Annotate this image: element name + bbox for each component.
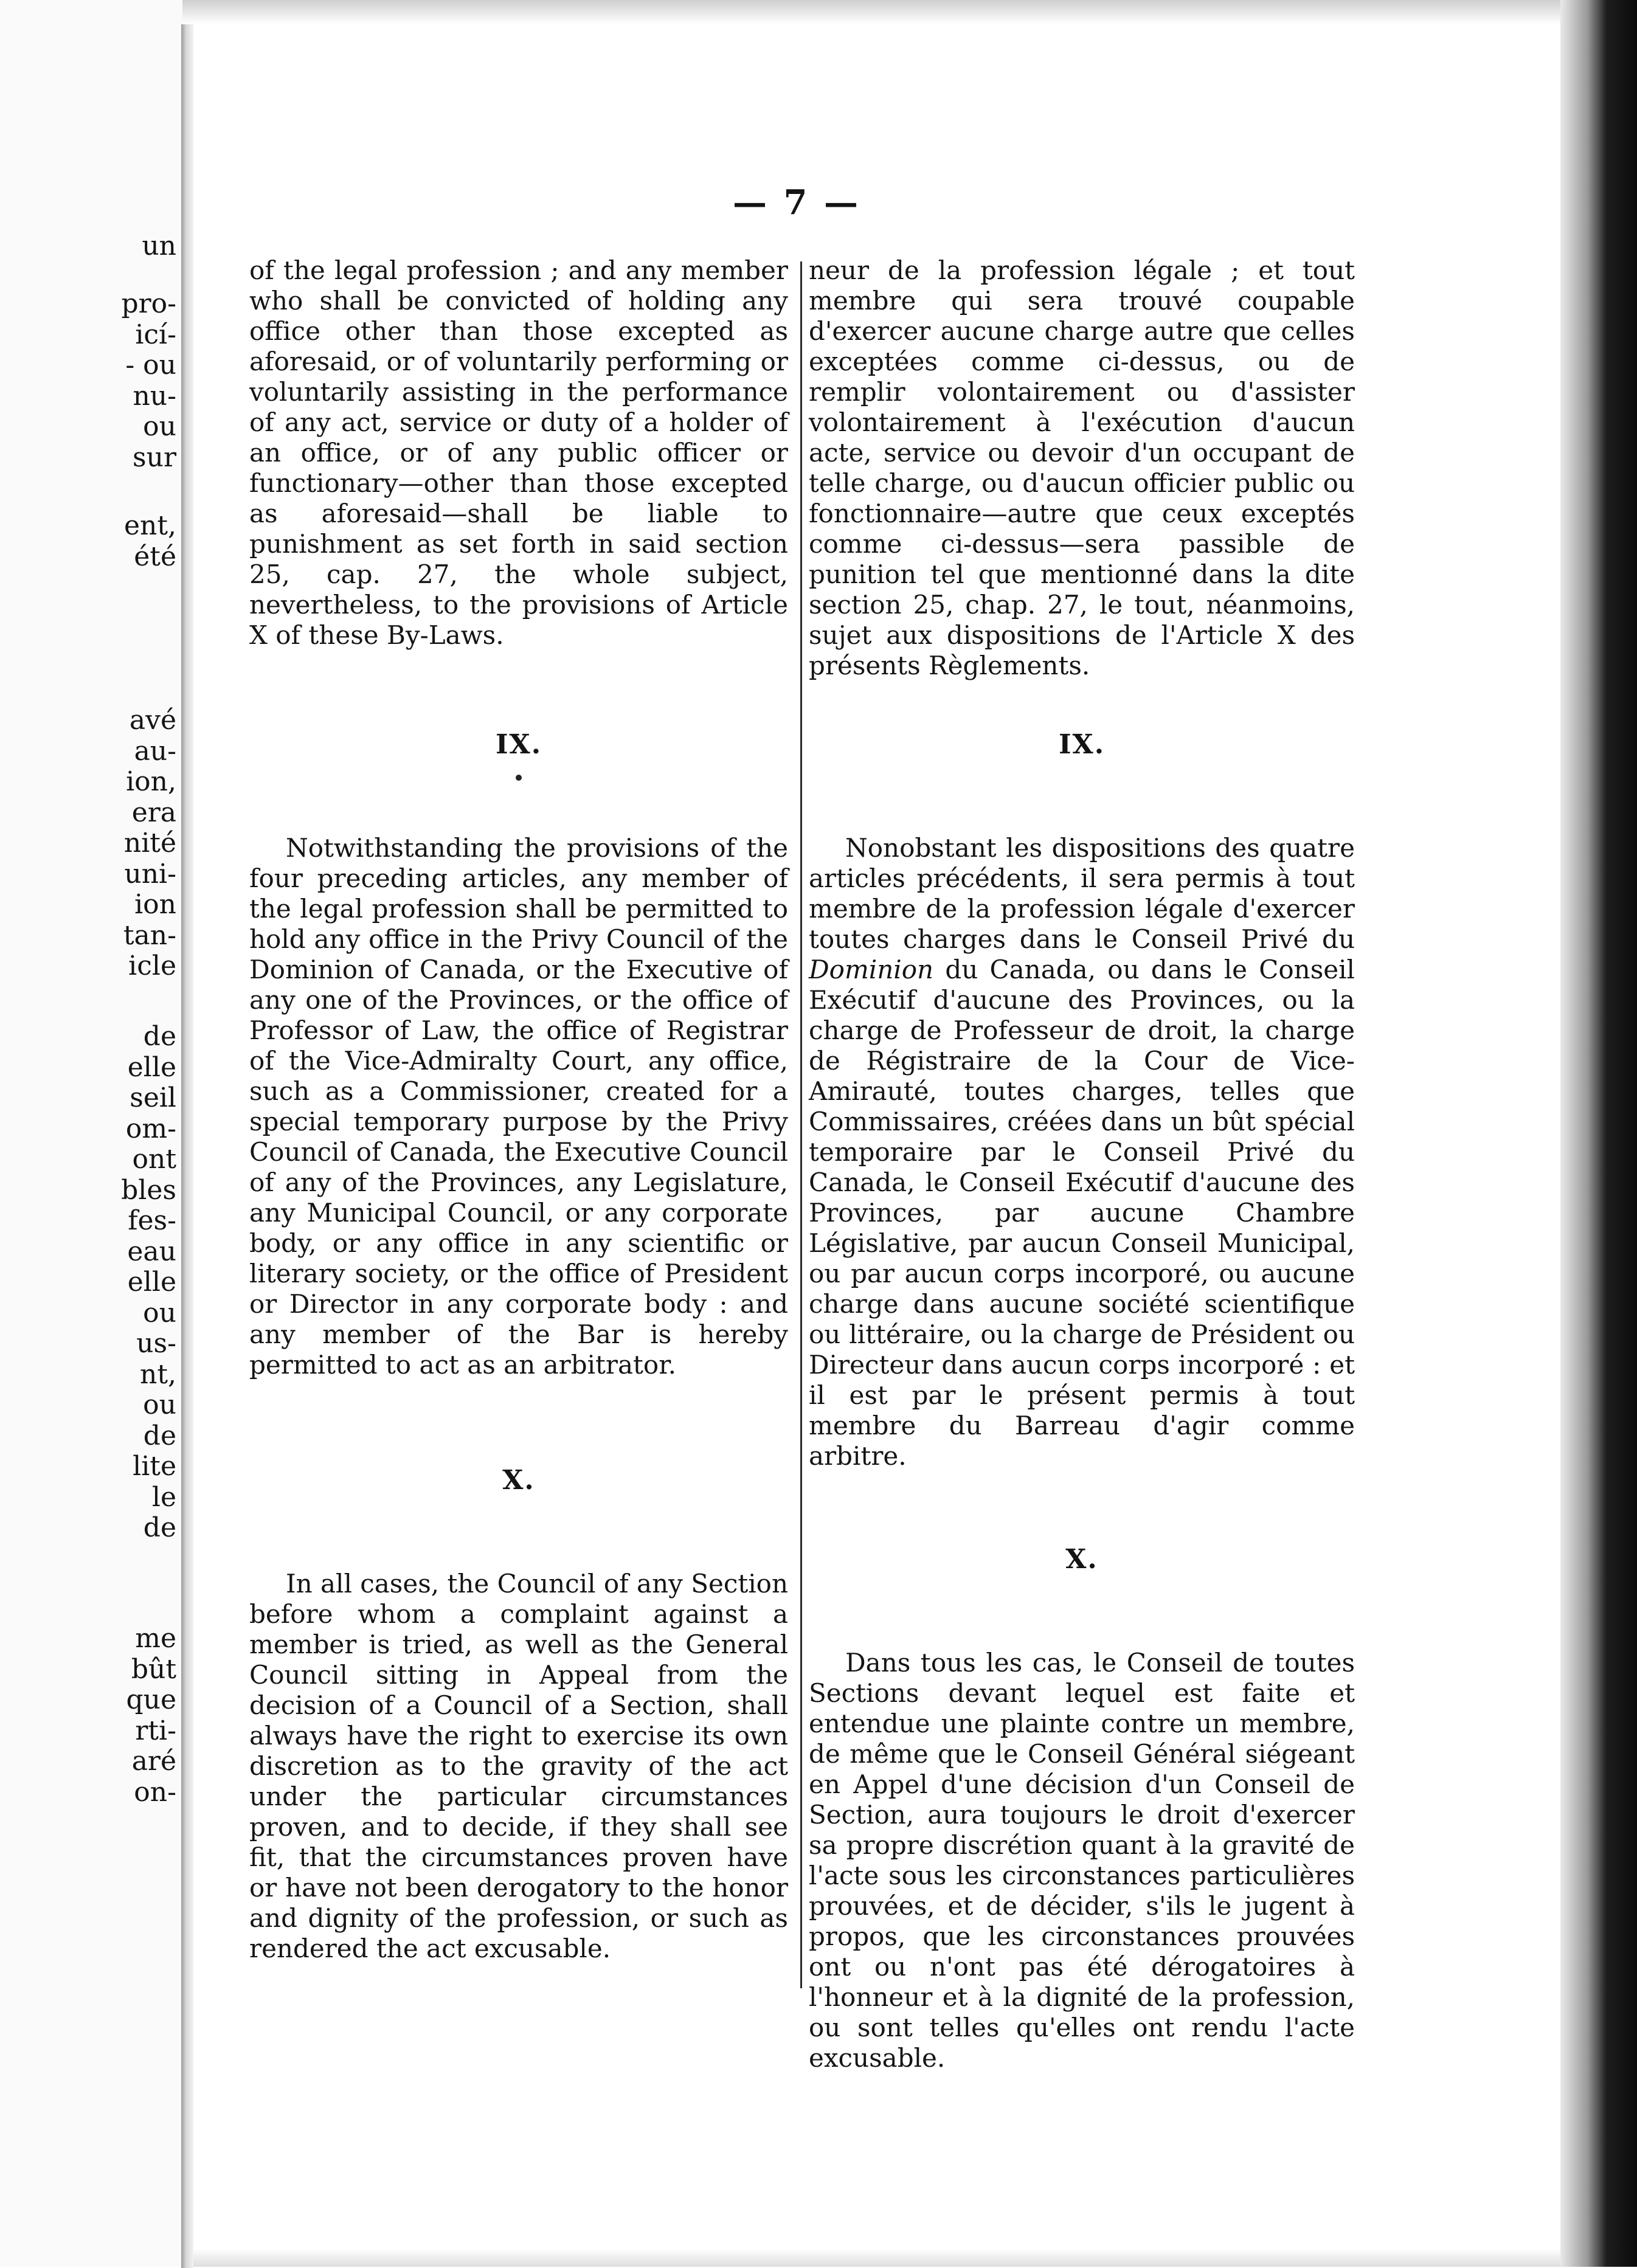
french-article-ix-dominion: Dominion xyxy=(809,955,934,984)
left-page-bleed xyxy=(0,0,182,2267)
left-fragment-line: ou xyxy=(143,1389,176,1420)
left-fragment-line: om- xyxy=(125,1113,176,1144)
english-column xyxy=(249,255,788,1964)
left-fragment-line: nité xyxy=(123,828,176,859)
left-fragment-line: seil xyxy=(130,1082,176,1113)
left-fragment-line: bût xyxy=(131,1653,176,1685)
left-fragment-line: era xyxy=(131,797,176,828)
left-fragment-block xyxy=(0,705,176,982)
top-edge-shadow xyxy=(182,0,1563,24)
left-fragment-block xyxy=(0,1022,176,1544)
left-fragment-line: fes- xyxy=(128,1205,176,1236)
french-article-ix-text-2: du Canada, ou dans le Conseil Exécutif d'aucune des Provinces, ou la charge de Professeur de droit, la charge de Régistraire de la Cour de Vice-Amirauté, toutes charges, telles que Commissaires, créées dans un bût spécial temporaire par le Conseil Privé du Canada, le Conseil Exécutif d'aucune des Provinces, par aucune Chambre Législative, par aucun Conseil Municipal, ou par aucun corps incorporé, ou aucune charge dans aucune société scientifique ou littéraire, ou la charge de Président ou Directeur dans aucun corps incorporé : et il est par le présent permis à tout membre du Barreau d'agir comme arbitre. xyxy=(809,955,1355,1471)
english-heading-article-ix: IX. xyxy=(495,729,542,760)
english-heading-article-x: X. xyxy=(502,1465,535,1496)
column-divider xyxy=(800,261,802,1988)
left-fragment-line: que xyxy=(126,1684,176,1715)
left-fragment-block xyxy=(0,289,176,473)
left-fragment-line: tan- xyxy=(123,919,176,951)
french-article-x-paragraph: Dans tous les cas, le Conseil de toutes Sections devant lequel est faite et entendue une plainte contre un membre, de même que le Conseil Général siégeant en Appel d'une décision d'un Conseil de Section, aura toujours le droit d'exercer sa propre discrétion quant à la gravité de l'acte sous les circonstances particulières prouvées, et de décider, s'ils le jugent à propos, que les circonstances prouvées ont ou n'ont pas été dérogatoires à l'honneur et à la dignité de la profession, ou sont telles qu'elles ont rendu l'acte excusable. xyxy=(809,1648,1355,2073)
english-article-ix-paragraph: Notwithstanding the provisions of the four preceding articles, any member of the legal profession shall be permitted to hold any office in the Privy Council of the Dominion of Canada, or the Executive of any one of the Provinces, or the office of Professor of Law, the office of Registrar of the Vice-Admiralty Court, any office, such as a Commissioner, created for a special temporary purpose by the Privy Council of Canada, the Executive Council of any of the Provinces, any Legislature, any Municipal Council, or any corporate body, or any office in any scientific or literary society, or the office of President or Director in any corporate body : and any member of the Bar is hereby permitted to act as an arbitrator. xyxy=(249,833,788,1380)
left-fragment-line: bles xyxy=(121,1174,176,1206)
french-heading-article-ix: IX. xyxy=(1058,729,1106,760)
left-fragment-line: rti- xyxy=(135,1715,176,1746)
left-fragment-line: nt, xyxy=(139,1358,176,1390)
left-fragment-line: de xyxy=(143,1021,176,1052)
left-fragment-block xyxy=(0,1623,176,1808)
left-fragment-line: - ou xyxy=(125,350,176,381)
left-fragment-line: sur xyxy=(133,441,176,473)
left-fragment-line: ent, xyxy=(123,510,176,541)
english-continuation-paragraph: of the legal profession ; and any member who shall be convicted of holding any office other than those excepted as aforesaid, or of voluntarily performing or voluntarily assisting in the performance of any act, service or duty of a holder of an office, or of any public officer or functionary—other than those excepted as aforesaid—shall be liable to punishment as set forth in said section 25, cap. 27, the whole subject, nevertheless, to the provisions of Article X of these By-Laws. xyxy=(249,255,788,650)
left-fragment-line: lite xyxy=(133,1451,176,1482)
french-heading-article-x: X. xyxy=(1065,1544,1098,1575)
left-fragment-line: le xyxy=(151,1481,176,1513)
left-fragment-line: us- xyxy=(136,1328,176,1359)
left-fragment-line: aré xyxy=(131,1746,176,1777)
left-fragment-line: ion, xyxy=(126,766,176,797)
left-fragment-line: elle xyxy=(127,1267,176,1298)
left-fragment-line: de xyxy=(143,1512,176,1543)
left-fragment-line: ou xyxy=(143,411,176,442)
left-fragment-line: été xyxy=(134,541,176,572)
right-scan-border xyxy=(1560,0,1637,2267)
left-fragment-line: de xyxy=(143,1420,176,1451)
left-fragment-line: au- xyxy=(134,735,176,767)
left-fragment-line: me xyxy=(135,1623,176,1654)
left-fragment-line: uni- xyxy=(124,858,176,890)
left-fragment-line: un xyxy=(142,230,176,261)
page-number: — 7 — xyxy=(733,182,860,223)
left-fragment-line: eau xyxy=(127,1236,176,1267)
french-article-ix-text-1: Nonobstant les dispositions des quatre articles précédents, il sera permis à tout membre de la profession légale d'exercer toutes charges dans le Conseil Privé du xyxy=(809,833,1355,954)
left-fragment-line: ont xyxy=(132,1144,176,1175)
left-fragment-line: icle xyxy=(128,950,176,981)
left-fragment-block xyxy=(0,231,176,262)
english-article-x-paragraph: In all cases, the Council of any Section before whom a complaint against a member is tried, as well as the General Council sitting in Appeal from the decision of a Council of a Section, shall always have the right to exercise its own discretion as to the gravity of the act under the particular circumstances proven, and to decide, if they shall see fit, that the circumstances proven have or have not been derogatory to the honor and dignity of the profession, or such as rendered the act excusable. xyxy=(249,1569,789,1963)
left-fragment-line: elle xyxy=(127,1051,176,1083)
french-continuation-paragraph: neur de la profession légale ; et tout membre qui sera trouvé coupable d'exercer aucune charge autre que celles exceptées comme ci-dessus, ou de remplir volontairement ou d'assister volontairement à l'exécution d'aucun acte, service ou devoir d'un occupant de telle charge, ou d'aucun officier public ou fonctionnaire—autre que ceux exceptés comme ci-dessus—sera passible de punition tel que mentionné dans la dite section 25, chap. 27, le tout, néanmoins, sujet aux dispositions de l'Article X des présents Règlements. xyxy=(809,255,1355,680)
french-article-ix-paragraph xyxy=(809,833,1355,1471)
left-fragment-line: ou xyxy=(143,1297,176,1329)
left-fragment-block xyxy=(0,511,176,572)
left-fragment-line: pro- xyxy=(121,288,176,319)
left-fragment-line: icí- xyxy=(135,319,176,350)
book-gutter xyxy=(181,24,193,2268)
left-fragment-line: nu- xyxy=(133,380,176,412)
bottom-edge-shadow xyxy=(182,2249,1563,2267)
left-fragment-line: avé xyxy=(129,705,176,736)
left-fragment-line: ion xyxy=(134,889,176,920)
french-column xyxy=(809,255,1355,2073)
printer-dot xyxy=(516,775,522,781)
left-fragment-line: on- xyxy=(134,1776,176,1808)
